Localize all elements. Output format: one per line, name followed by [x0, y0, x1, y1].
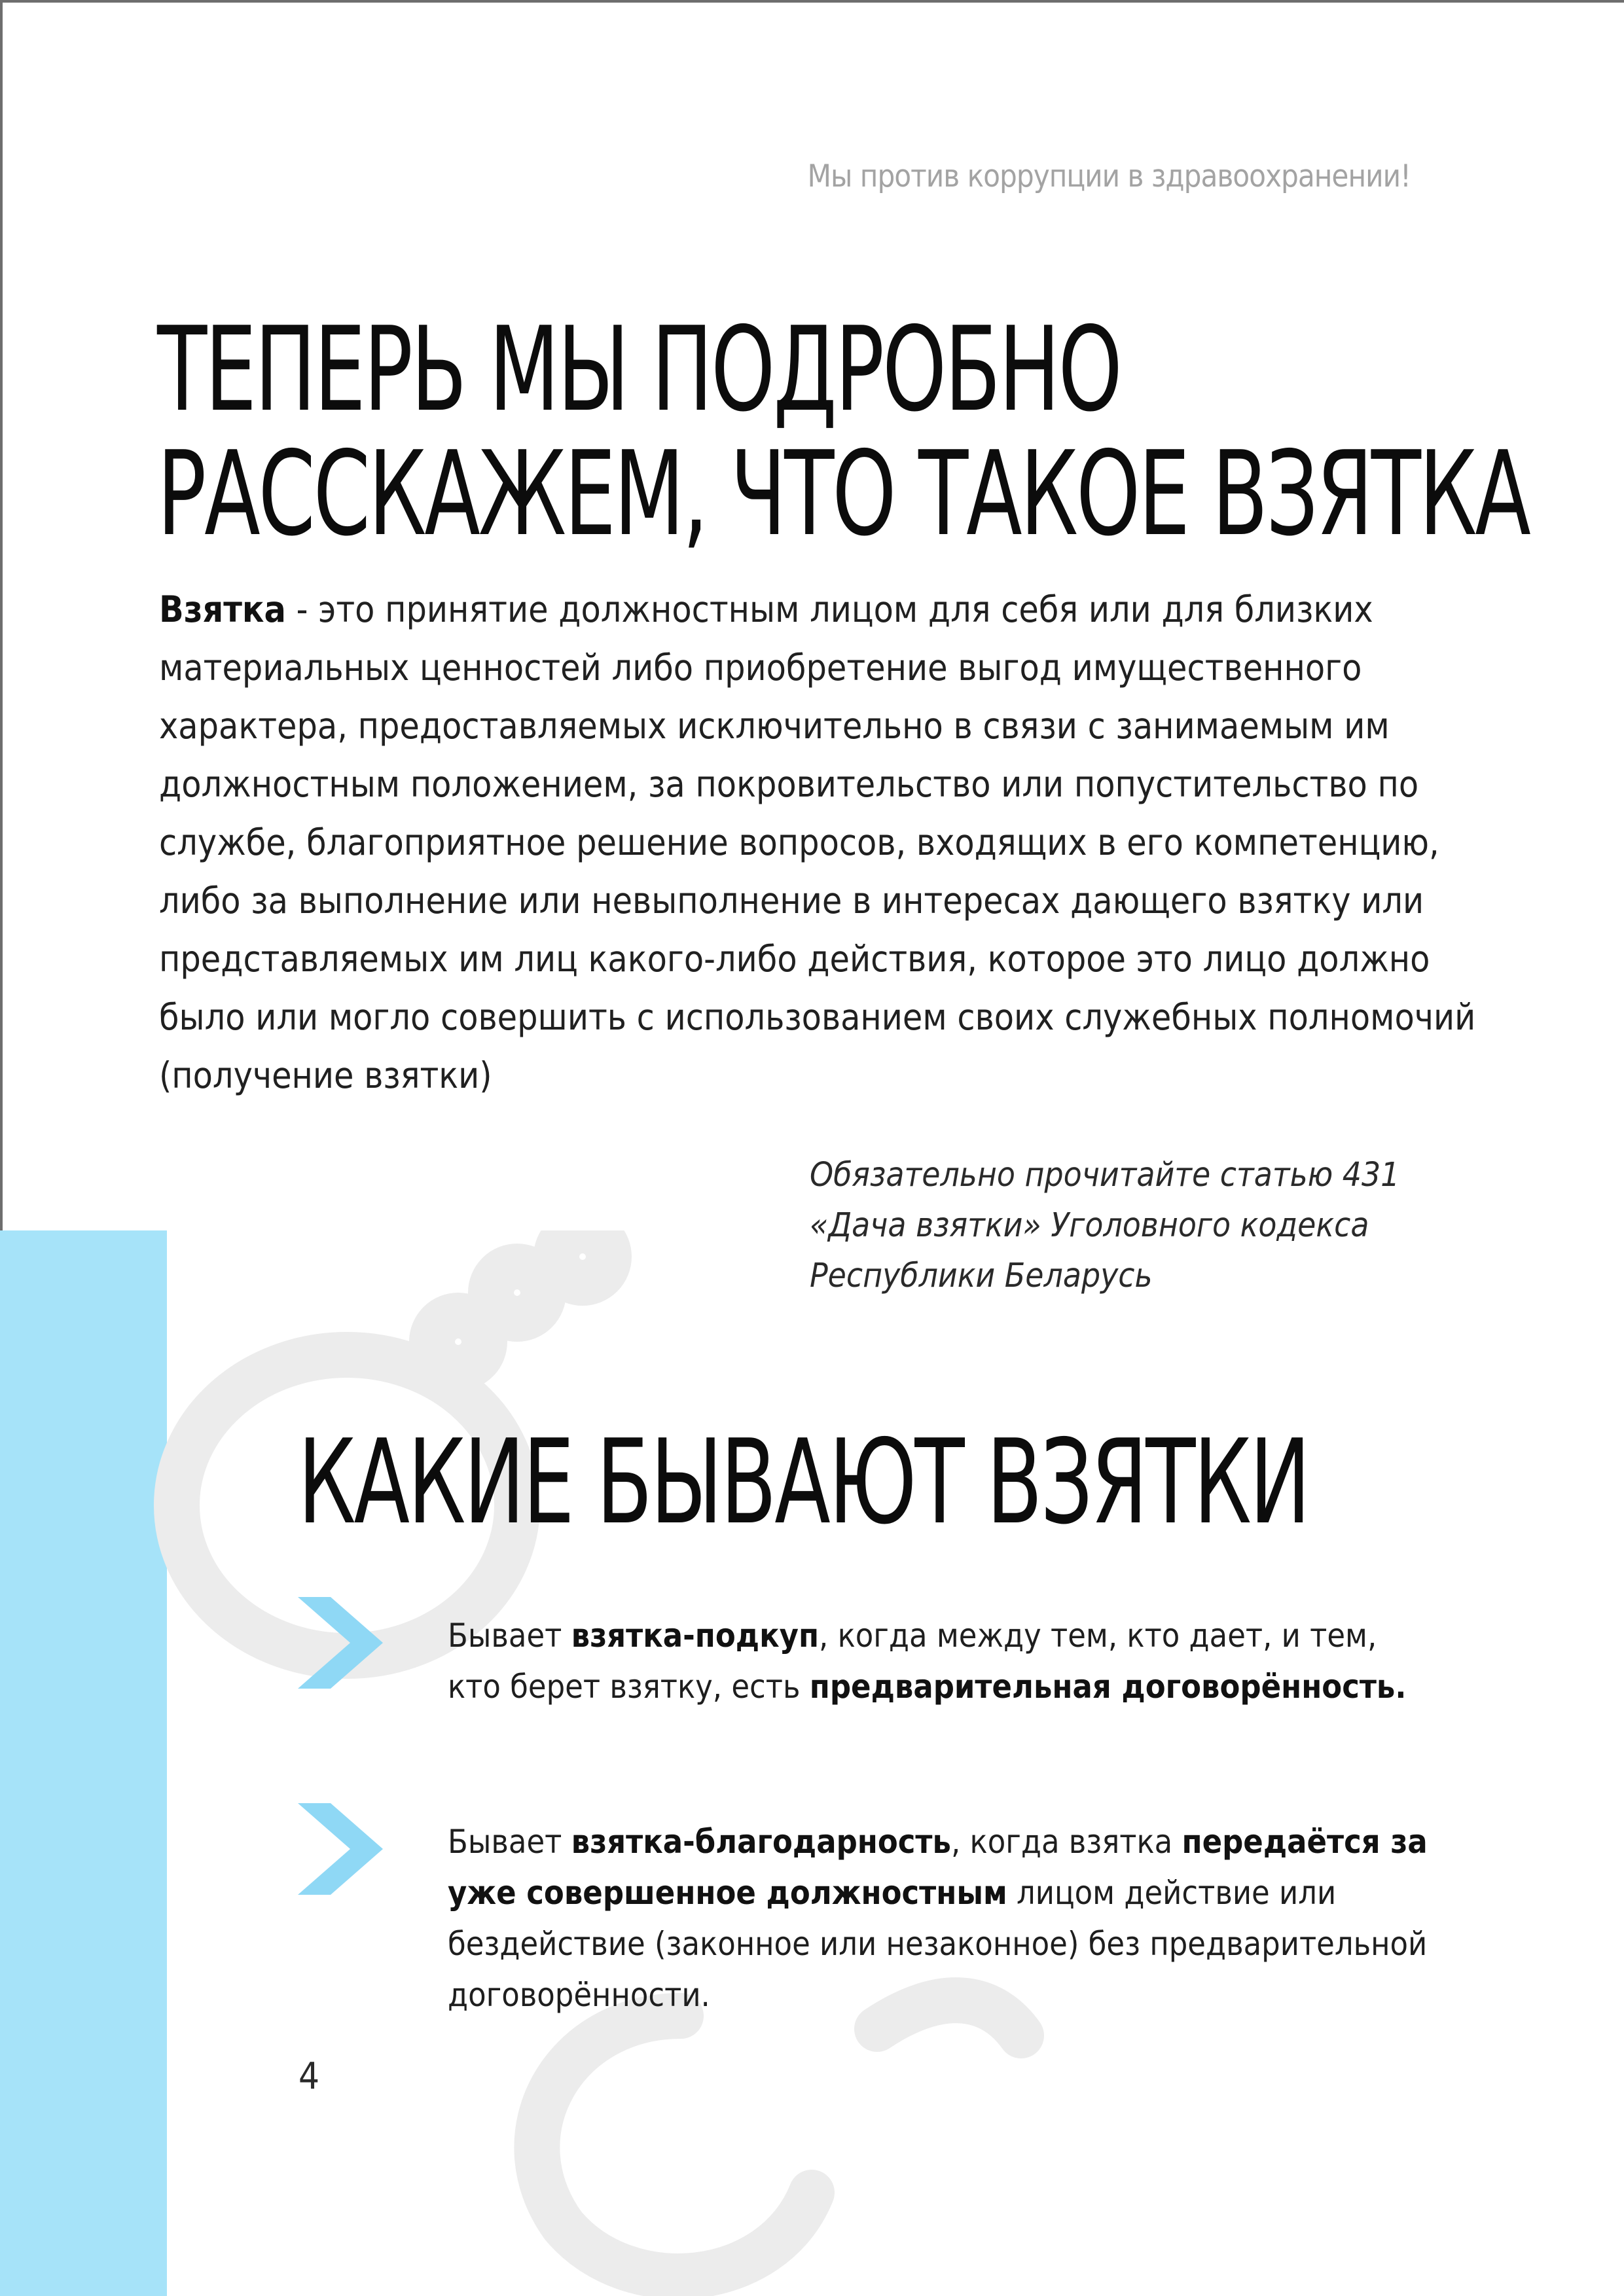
page-title-line: ТЕПЕРЬ МЫ ПОДРОБНО [157, 302, 1121, 437]
chevron-right-icon [291, 1590, 389, 1695]
bribe-type-text: Бывает [448, 1617, 571, 1655]
legal-note-line: Республики Беларусь [810, 1257, 1153, 1295]
section-title: КАКИЕ БЫВАЮТ ВЗЯТКИ [298, 1414, 1309, 1550]
bribe-type-term: взятка-благодарность [571, 1823, 951, 1861]
header-tagline: Мы против коррупции в здравоохранении! [807, 158, 1411, 194]
bribe-type-item [448, 1610, 1430, 1712]
bribe-type-text: , когда между тем, кто дает, и тем, кто берет взятку, есть [448, 1617, 1377, 1706]
definition-text: - это принятие должностным лицом для себя или для близких материальных ценностей либо приобретение выгод имущественного характера, предоставляемых исключительно в связи с занимаемым им должностным положением, за покровительство или попустительство по службе, благоприятное решение вопросов, входящих в его компетенцию, либо за выполнение или невыполнение в интересах дающего взятку или представляемых им лиц какого-либо действия, которое это лицо должно было или могло совершить с использованием своих служебных полномочий (получение взятки) [159, 588, 1476, 1096]
bribe-type-item [448, 1816, 1430, 2020]
bribe-type-text: лицом действие или бездействие (законное или незаконное) без предварительной договорённости. [448, 1874, 1428, 2014]
bribe-type-term: взятка-подкуп [571, 1617, 820, 1655]
bribe-type-emphasis: передаётся за уже совершенное должностным [448, 1823, 1428, 1912]
legal-note [810, 1150, 1464, 1301]
bribe-definition [159, 581, 1514, 1105]
bribe-type-text: , когда взятка [950, 1823, 1182, 1861]
legal-note-line: «Дача взятки» Уголовного кодекса [810, 1206, 1369, 1245]
page-title-line: РАССКАЖЕМ, ЧТО ТАКОЕ ВЗЯТКА [157, 426, 1529, 562]
page-title [157, 302, 1529, 562]
page-number: 4 [298, 2055, 320, 2098]
bribe-type-emphasis: предварительная договорённость. [809, 1668, 1407, 1706]
handcuffs-watermark-icon [0, 1230, 1624, 2296]
bribe-type-text: Бывает [448, 1823, 571, 1861]
definition-term: Взятка [159, 588, 286, 630]
chevron-right-icon [291, 1797, 389, 1901]
legal-note-line: Обязательно прочитайте статью 431 [810, 1156, 1400, 1194]
